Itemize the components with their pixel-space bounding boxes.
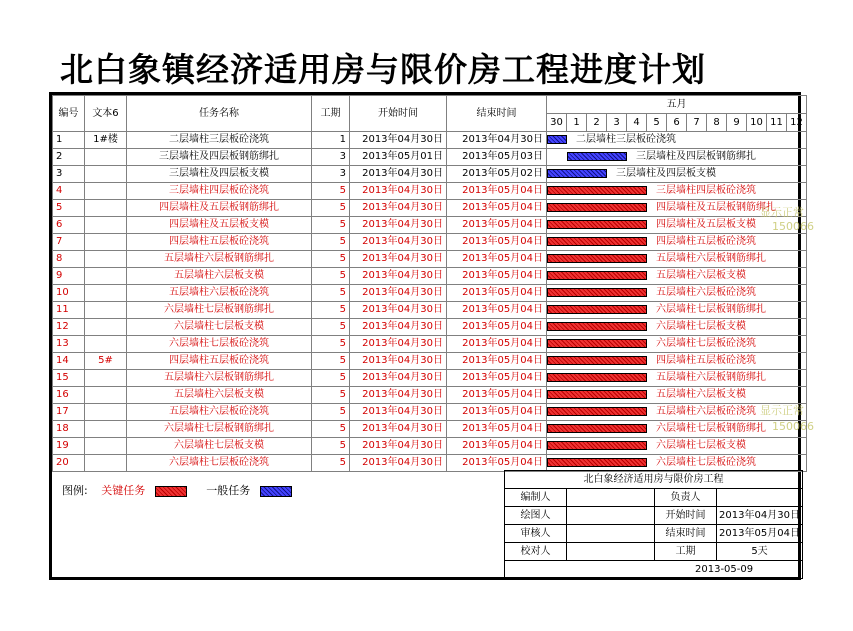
day-header-cell: 12 [787, 114, 807, 132]
task-row [53, 438, 807, 455]
task-no: 12 [53, 319, 85, 336]
task-name: 五层墙柱六层板钢筋绑扎 [127, 370, 312, 387]
gantt-bar [547, 339, 647, 348]
task-row [53, 251, 807, 268]
task-duration: 5 [312, 268, 350, 285]
task-end: 2013年05月04日 [447, 370, 547, 387]
task-start: 2013年05月01日 [350, 149, 447, 166]
task-start: 2013年04月30日 [350, 166, 447, 183]
task-start: 2013年04月30日 [350, 455, 447, 472]
task-end: 2013年05月04日 [447, 251, 547, 268]
task-start: 2013年04月30日 [350, 336, 447, 353]
gantt-cell [547, 166, 807, 183]
gantt-bar-label: 四层墙柱五层板砼浇筑 [656, 236, 756, 247]
task-end: 2013年05月04日 [447, 387, 547, 404]
task-text6 [85, 421, 127, 438]
gantt-cell [547, 234, 807, 251]
task-name: 六层墙柱七层板支模 [127, 438, 312, 455]
gantt-cell [547, 183, 807, 200]
task-name: 六层墙柱七层板钢筋绑扎 [127, 302, 312, 319]
task-row [53, 183, 807, 200]
task-row [53, 217, 807, 234]
gantt-bar-label: 五层墙柱六层板支模 [656, 270, 746, 281]
task-name: 六层墙柱七层板支模 [127, 319, 312, 336]
task-row [53, 285, 807, 302]
task-end: 2013年05月04日 [447, 268, 547, 285]
task-text6: 1#楼 [85, 132, 127, 149]
task-no: 15 [53, 370, 85, 387]
legend-critical-swatch [155, 486, 187, 497]
task-text6 [85, 285, 127, 302]
task-row [53, 353, 807, 370]
task-duration: 5 [312, 234, 350, 251]
task-no: 18 [53, 421, 85, 438]
gantt-cell [547, 370, 807, 387]
task-duration: 5 [312, 251, 350, 268]
watermark-text: 150066 [772, 420, 814, 433]
gantt-table [52, 95, 807, 472]
task-end: 2013年05月04日 [447, 234, 547, 251]
gantt-bar-label: 三层墙柱四层板砼浇筑 [656, 185, 756, 196]
day-header-cell: 10 [747, 114, 767, 132]
gantt-bar [547, 186, 647, 195]
info-reviewer-label: 审核人 [505, 525, 567, 543]
task-text6 [85, 404, 127, 421]
header-end: 结束时间 [447, 96, 547, 132]
task-end: 2013年05月04日 [447, 217, 547, 234]
day-header-cell: 3 [607, 114, 627, 132]
task-no: 4 [53, 183, 85, 200]
info-project-title: 北白象经济适用房与限价房工程 [505, 471, 803, 489]
task-duration: 5 [312, 336, 350, 353]
day-header-cell: 4 [627, 114, 647, 132]
task-start: 2013年04月30日 [350, 217, 447, 234]
task-row [53, 268, 807, 285]
gantt-bar [547, 356, 647, 365]
page-title: 北白象镇经济适用房与限价房工程进度计划 [60, 50, 706, 89]
task-start: 2013年04月30日 [350, 404, 447, 421]
day-header-cell: 5 [647, 114, 667, 132]
task-start: 2013年04月30日 [350, 183, 447, 200]
task-text6 [85, 149, 127, 166]
task-start: 2013年04月30日 [350, 251, 447, 268]
gantt-bar-label: 五层墙柱六层板砼浇筑 [656, 406, 756, 417]
task-no: 10 [53, 285, 85, 302]
task-duration: 5 [312, 302, 350, 319]
task-row [53, 404, 807, 421]
header-duration: 工期 [312, 96, 350, 132]
gantt-cell [547, 438, 807, 455]
gantt-bar [547, 305, 647, 314]
info-date: 2013-05-09 [505, 561, 803, 579]
task-name: 五层墙柱六层板砼浇筑 [127, 285, 312, 302]
task-no: 19 [53, 438, 85, 455]
task-start: 2013年04月30日 [350, 268, 447, 285]
task-end: 2013年05月03日 [447, 149, 547, 166]
gantt-bar-label: 四层墙柱及五层板支模 [656, 219, 756, 230]
legend-label: 图例: [62, 484, 88, 497]
task-text6 [85, 200, 127, 217]
header-start: 开始时间 [350, 96, 447, 132]
task-end: 2013年05月04日 [447, 319, 547, 336]
gantt-bar [547, 458, 647, 467]
task-row [53, 234, 807, 251]
gantt-bar-label: 三层墙柱及四层板支模 [616, 168, 716, 179]
task-name: 三层墙柱及四层板钢筋绑扎 [127, 149, 312, 166]
gantt-bar [547, 203, 647, 212]
gantt-cell [547, 132, 807, 149]
watermark-text: 显示正常 [760, 404, 804, 417]
gantt-bar-label: 六层墙柱七层板支模 [656, 440, 746, 451]
gantt-cell [547, 302, 807, 319]
task-no: 3 [53, 166, 85, 183]
task-no: 6 [53, 217, 85, 234]
day-header-cell: 2 [587, 114, 607, 132]
task-end: 2013年05月04日 [447, 353, 547, 370]
task-name: 四层墙柱五层板砼浇筑 [127, 234, 312, 251]
task-text6 [85, 183, 127, 200]
gantt-bar [547, 424, 647, 433]
gantt-bar [547, 288, 647, 297]
task-duration: 5 [312, 319, 350, 336]
day-header-cell: 7 [687, 114, 707, 132]
task-duration: 5 [312, 455, 350, 472]
task-name: 五层墙柱六层板支模 [127, 387, 312, 404]
task-end: 2013年05月04日 [447, 285, 547, 302]
task-duration: 5 [312, 217, 350, 234]
task-row [53, 149, 807, 166]
gantt-bar [547, 407, 647, 416]
task-name: 六层墙柱七层板砼浇筑 [127, 455, 312, 472]
info-drawer-label: 绘图人 [505, 507, 567, 525]
task-text6 [85, 234, 127, 251]
gantt-bar [567, 152, 627, 161]
legend [62, 482, 298, 498]
legend-normal-swatch [260, 486, 292, 497]
gantt-bar [547, 237, 647, 246]
task-duration: 1 [312, 132, 350, 149]
task-no: 5 [53, 200, 85, 217]
task-no: 1 [53, 132, 85, 149]
day-header-cell: 8 [707, 114, 727, 132]
gantt-bar [547, 373, 647, 382]
info-start: 2013年04月30日 [717, 507, 803, 525]
task-row [53, 336, 807, 353]
task-start: 2013年04月30日 [350, 132, 447, 149]
gantt-bar-label: 四层墙柱五层板砼浇筑 [656, 355, 756, 366]
task-row [53, 319, 807, 336]
task-name: 四层墙柱五层板砼浇筑 [127, 353, 312, 370]
info-start-label: 开始时间 [655, 507, 717, 525]
gantt-cell [547, 336, 807, 353]
info-end: 2013年05月04日 [717, 525, 803, 543]
watermark-text: 150066 [772, 220, 814, 233]
task-start: 2013年04月30日 [350, 302, 447, 319]
task-duration: 3 [312, 166, 350, 183]
task-start: 2013年04月30日 [350, 353, 447, 370]
task-row [53, 387, 807, 404]
gantt-bar-label: 六层墙柱七层板钢筋绑扎 [656, 423, 766, 434]
task-end: 2013年05月04日 [447, 438, 547, 455]
task-name: 五层墙柱六层板钢筋绑扎 [127, 251, 312, 268]
task-duration: 5 [312, 285, 350, 302]
task-duration: 5 [312, 438, 350, 455]
task-no: 8 [53, 251, 85, 268]
gantt-bar-label: 二层墙柱三层板砼浇筑 [576, 134, 676, 145]
info-end-label: 结束时间 [655, 525, 717, 543]
task-row [53, 455, 807, 472]
day-header-cell: 11 [767, 114, 787, 132]
task-start: 2013年04月30日 [350, 438, 447, 455]
task-name: 四层墙柱及五层板支模 [127, 217, 312, 234]
gantt-cell [547, 353, 807, 370]
task-no: 7 [53, 234, 85, 251]
task-name: 六层墙柱七层板钢筋绑扎 [127, 421, 312, 438]
task-row [53, 302, 807, 319]
task-name: 二层墙柱三层板砼浇筑 [127, 132, 312, 149]
task-end: 2013年05月04日 [447, 183, 547, 200]
task-row [53, 132, 807, 149]
task-end: 2013年05月04日 [447, 421, 547, 438]
task-row [53, 421, 807, 438]
task-end: 2013年05月04日 [447, 404, 547, 421]
gantt-bar [547, 441, 647, 450]
legend-critical-label: 关键任务 [101, 484, 146, 497]
gantt-bar [547, 169, 607, 178]
task-end: 2013年05月04日 [447, 336, 547, 353]
task-text6 [85, 166, 127, 183]
gantt-bar [547, 220, 647, 229]
gantt-bar-label: 三层墙柱及四层板钢筋绑扎 [636, 151, 756, 162]
task-name: 六层墙柱七层板砼浇筑 [127, 336, 312, 353]
task-no: 9 [53, 268, 85, 285]
task-end: 2013年04月30日 [447, 132, 547, 149]
task-row [53, 166, 807, 183]
task-end: 2013年05月04日 [447, 455, 547, 472]
info-owner [717, 489, 803, 507]
task-name: 三层墙柱四层板砼浇筑 [127, 183, 312, 200]
gantt-bar-label: 五层墙柱六层板砼浇筑 [656, 287, 756, 298]
task-text6 [85, 268, 127, 285]
day-header-cell: 30 [547, 114, 567, 132]
task-end: 2013年05月04日 [447, 302, 547, 319]
gantt-cell [547, 387, 807, 404]
task-text6 [85, 217, 127, 234]
task-name: 五层墙柱六层板砼浇筑 [127, 404, 312, 421]
task-duration: 5 [312, 353, 350, 370]
task-no: 16 [53, 387, 85, 404]
info-owner-label: 负责人 [655, 489, 717, 507]
info-reviewer [567, 525, 655, 543]
task-start: 2013年04月30日 [350, 319, 447, 336]
info-duration: 5天 [717, 543, 803, 561]
task-start: 2013年04月30日 [350, 285, 447, 302]
task-duration: 5 [312, 183, 350, 200]
info-editor [567, 489, 655, 507]
gantt-cell [547, 268, 807, 285]
info-duration-label: 工期 [655, 543, 717, 561]
gantt-bar [547, 390, 647, 399]
task-text6 [85, 455, 127, 472]
gantt-cell [547, 319, 807, 336]
header-month: 五月 [547, 96, 807, 114]
task-start: 2013年04月30日 [350, 387, 447, 404]
task-start: 2013年04月30日 [350, 370, 447, 387]
task-text6 [85, 302, 127, 319]
info-block [504, 470, 803, 579]
task-start: 2013年04月30日 [350, 200, 447, 217]
gantt-bar-label: 五层墙柱六层板钢筋绑扎 [656, 372, 766, 383]
gantt-cell [547, 455, 807, 472]
gantt-bar-label: 四层墙柱及五层板钢筋绑扎 [656, 202, 776, 213]
task-text6 [85, 387, 127, 404]
day-header-cell: 9 [727, 114, 747, 132]
task-no: 11 [53, 302, 85, 319]
day-header-cell: 6 [667, 114, 687, 132]
task-row [53, 200, 807, 217]
task-end: 2013年05月02日 [447, 166, 547, 183]
legend-normal-label: 一般任务 [206, 484, 251, 497]
gantt-bar [547, 271, 647, 280]
task-duration: 5 [312, 387, 350, 404]
gantt-bar-label: 六层墙柱七层板砼浇筑 [656, 457, 756, 468]
task-start: 2013年04月30日 [350, 234, 447, 251]
gantt-bar-label: 六层墙柱七层板支模 [656, 321, 746, 332]
gantt-bar [547, 135, 567, 144]
gantt-bar-label: 五层墙柱六层板支模 [656, 389, 746, 400]
task-end: 2013年05月04日 [447, 200, 547, 217]
gantt-bar-label: 五层墙柱六层板钢筋绑扎 [656, 253, 766, 264]
gantt-cell [547, 149, 807, 166]
task-text6 [85, 438, 127, 455]
info-editor-label: 编制人 [505, 489, 567, 507]
task-no: 17 [53, 404, 85, 421]
header-no: 编号 [53, 96, 85, 132]
task-text6 [85, 319, 127, 336]
task-duration: 5 [312, 404, 350, 421]
info-checker-label: 校对人 [505, 543, 567, 561]
task-text6 [85, 370, 127, 387]
task-name: 五层墙柱六层板支模 [127, 268, 312, 285]
task-duration: 3 [312, 149, 350, 166]
gantt-bar-label: 六层墙柱七层板砼浇筑 [656, 338, 756, 349]
task-duration: 5 [312, 421, 350, 438]
task-text6 [85, 251, 127, 268]
task-row [53, 370, 807, 387]
task-start: 2013年04月30日 [350, 421, 447, 438]
task-name: 三层墙柱及四层板支模 [127, 166, 312, 183]
task-no: 2 [53, 149, 85, 166]
gantt-cell [547, 251, 807, 268]
day-header-cell: 1 [567, 114, 587, 132]
task-duration: 5 [312, 200, 350, 217]
task-no: 14 [53, 353, 85, 370]
gantt-bar [547, 322, 647, 331]
watermark-text: 显示正常 [760, 206, 804, 219]
info-drawer [567, 507, 655, 525]
task-no: 20 [53, 455, 85, 472]
task-text6 [85, 336, 127, 353]
header-text6: 文本6 [85, 96, 127, 132]
task-text6: 5# [85, 353, 127, 370]
header-task-name: 任务名称 [127, 96, 312, 132]
task-name: 四层墙柱及五层板钢筋绑扎 [127, 200, 312, 217]
gantt-cell [547, 285, 807, 302]
info-checker [567, 543, 655, 561]
gantt-bar [547, 254, 647, 263]
task-duration: 5 [312, 370, 350, 387]
gantt-bar-label: 六层墙柱七层板钢筋绑扎 [656, 304, 766, 315]
gantt-cell [547, 421, 807, 438]
task-no: 13 [53, 336, 85, 353]
